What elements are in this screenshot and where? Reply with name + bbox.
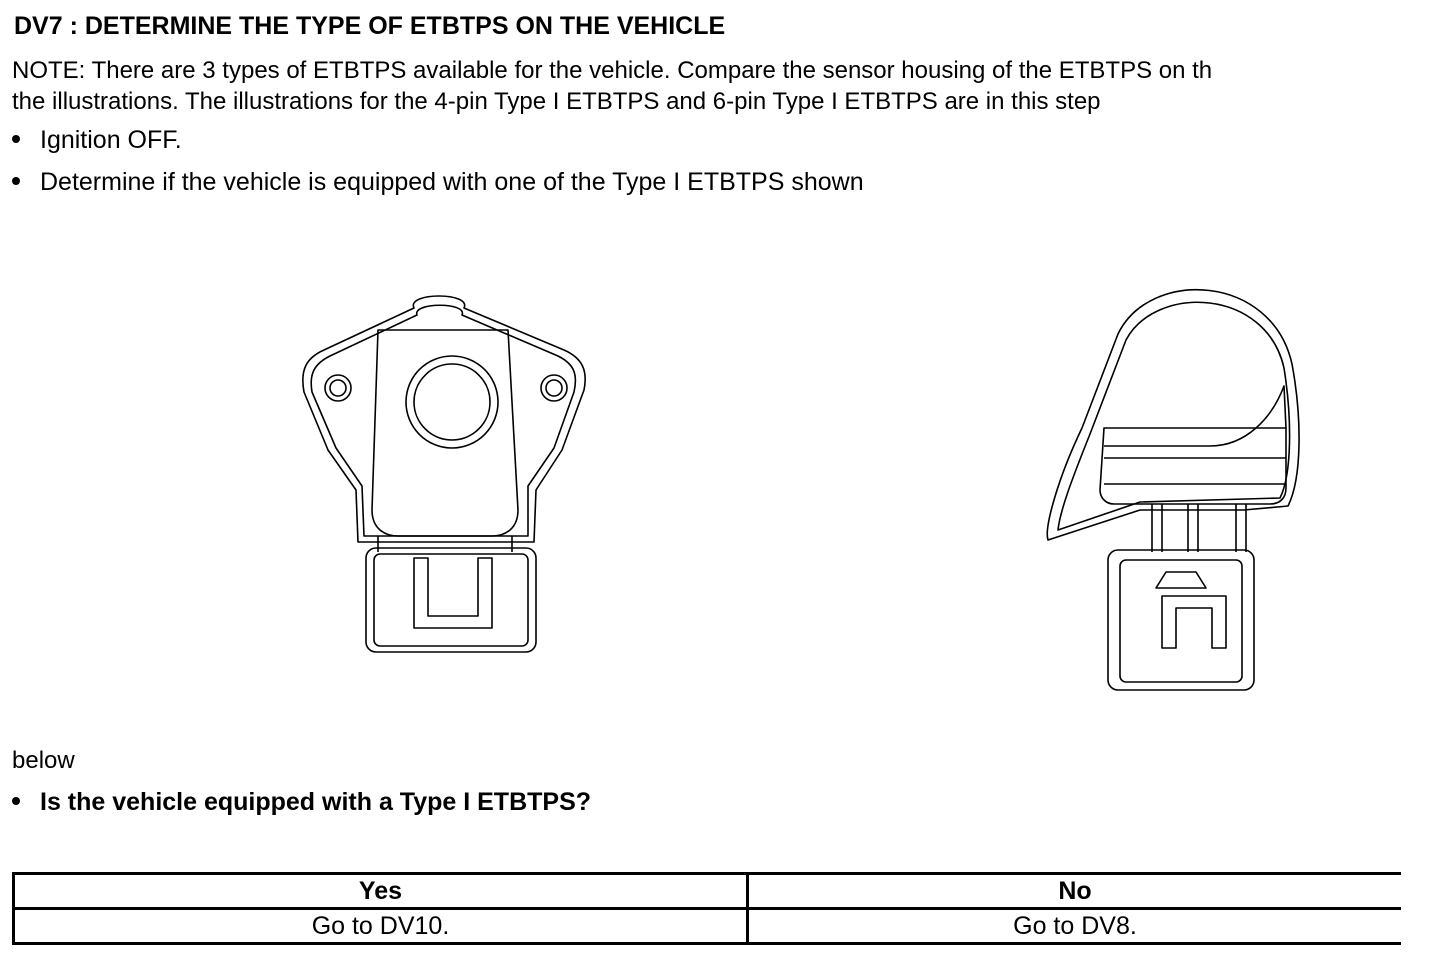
- etbtps-4-pin-illustration: [296, 290, 592, 660]
- action-no: Go to DV8.: [747, 909, 1401, 944]
- mounting-hole-right: [541, 375, 567, 401]
- shaft-bore-outer: [406, 356, 498, 448]
- sensor-window-ramp: [1104, 386, 1286, 446]
- bullet-ignition-off: [12, 126, 182, 155]
- bullet-dot-icon: [12, 135, 20, 143]
- note-line-2: the illustrations. The illustrations for the 4-pin Type I ETBTPS and 6-pin Type I ETBTPS are in this step: [12, 88, 1101, 115]
- mounting-hole-right-inner: [546, 380, 562, 396]
- header-no: No: [747, 874, 1401, 909]
- result-table-header-row: [14, 874, 1402, 909]
- connector-neck: [378, 536, 512, 552]
- connector-neck-lines: [1152, 504, 1246, 552]
- sensor-window-outline: [1100, 428, 1286, 504]
- etbtps-6-pin-illustration: [1040, 278, 1310, 694]
- connector-latch: [414, 558, 492, 628]
- connector-body-inner: [374, 554, 528, 646]
- mounting-hole-left-inner: [330, 380, 346, 396]
- connector-latch: [1156, 572, 1206, 588]
- question-text: Is the vehicle equipped with a Type I ETBTPS?: [40, 788, 592, 816]
- bullet-dot-icon: [12, 177, 20, 185]
- result-table-action-row: [14, 909, 1402, 944]
- sensor-housing-outline: [303, 296, 585, 542]
- shaft-bore-inner: [414, 364, 490, 440]
- connector-body: [366, 548, 536, 652]
- bullet-question: [12, 788, 591, 817]
- sensor-body-face: [372, 330, 518, 536]
- continuation-text: below: [12, 747, 75, 774]
- bullet-text: Determine if the vehicle is equipped with one of the Type I ETBTPS shown: [40, 168, 864, 196]
- header-yes: Yes: [14, 874, 748, 909]
- action-yes: Go to DV10.: [14, 909, 748, 944]
- sensor-window-band: [1104, 458, 1286, 484]
- note-line-1: NOTE: There are 3 types of ETBTPS available for the vehicle. Compare the sensor housing of the ETBTPS on th: [12, 57, 1213, 84]
- connector-body-inner: [1120, 560, 1242, 682]
- connector-body: [1108, 550, 1254, 690]
- connector-key: [1162, 596, 1226, 648]
- bullet-determine-type: [12, 168, 864, 197]
- result-table: [12, 872, 1401, 945]
- bullet-dot-icon: [12, 797, 20, 805]
- sensor-dome-inner: [1058, 302, 1290, 530]
- step-title: DV7 : DETERMINE THE TYPE OF ETBTPS ON THE VEHICLE: [14, 12, 726, 40]
- note-text: [12, 55, 1412, 117]
- bullet-text: Ignition OFF.: [40, 126, 182, 154]
- mounting-hole-left: [325, 375, 351, 401]
